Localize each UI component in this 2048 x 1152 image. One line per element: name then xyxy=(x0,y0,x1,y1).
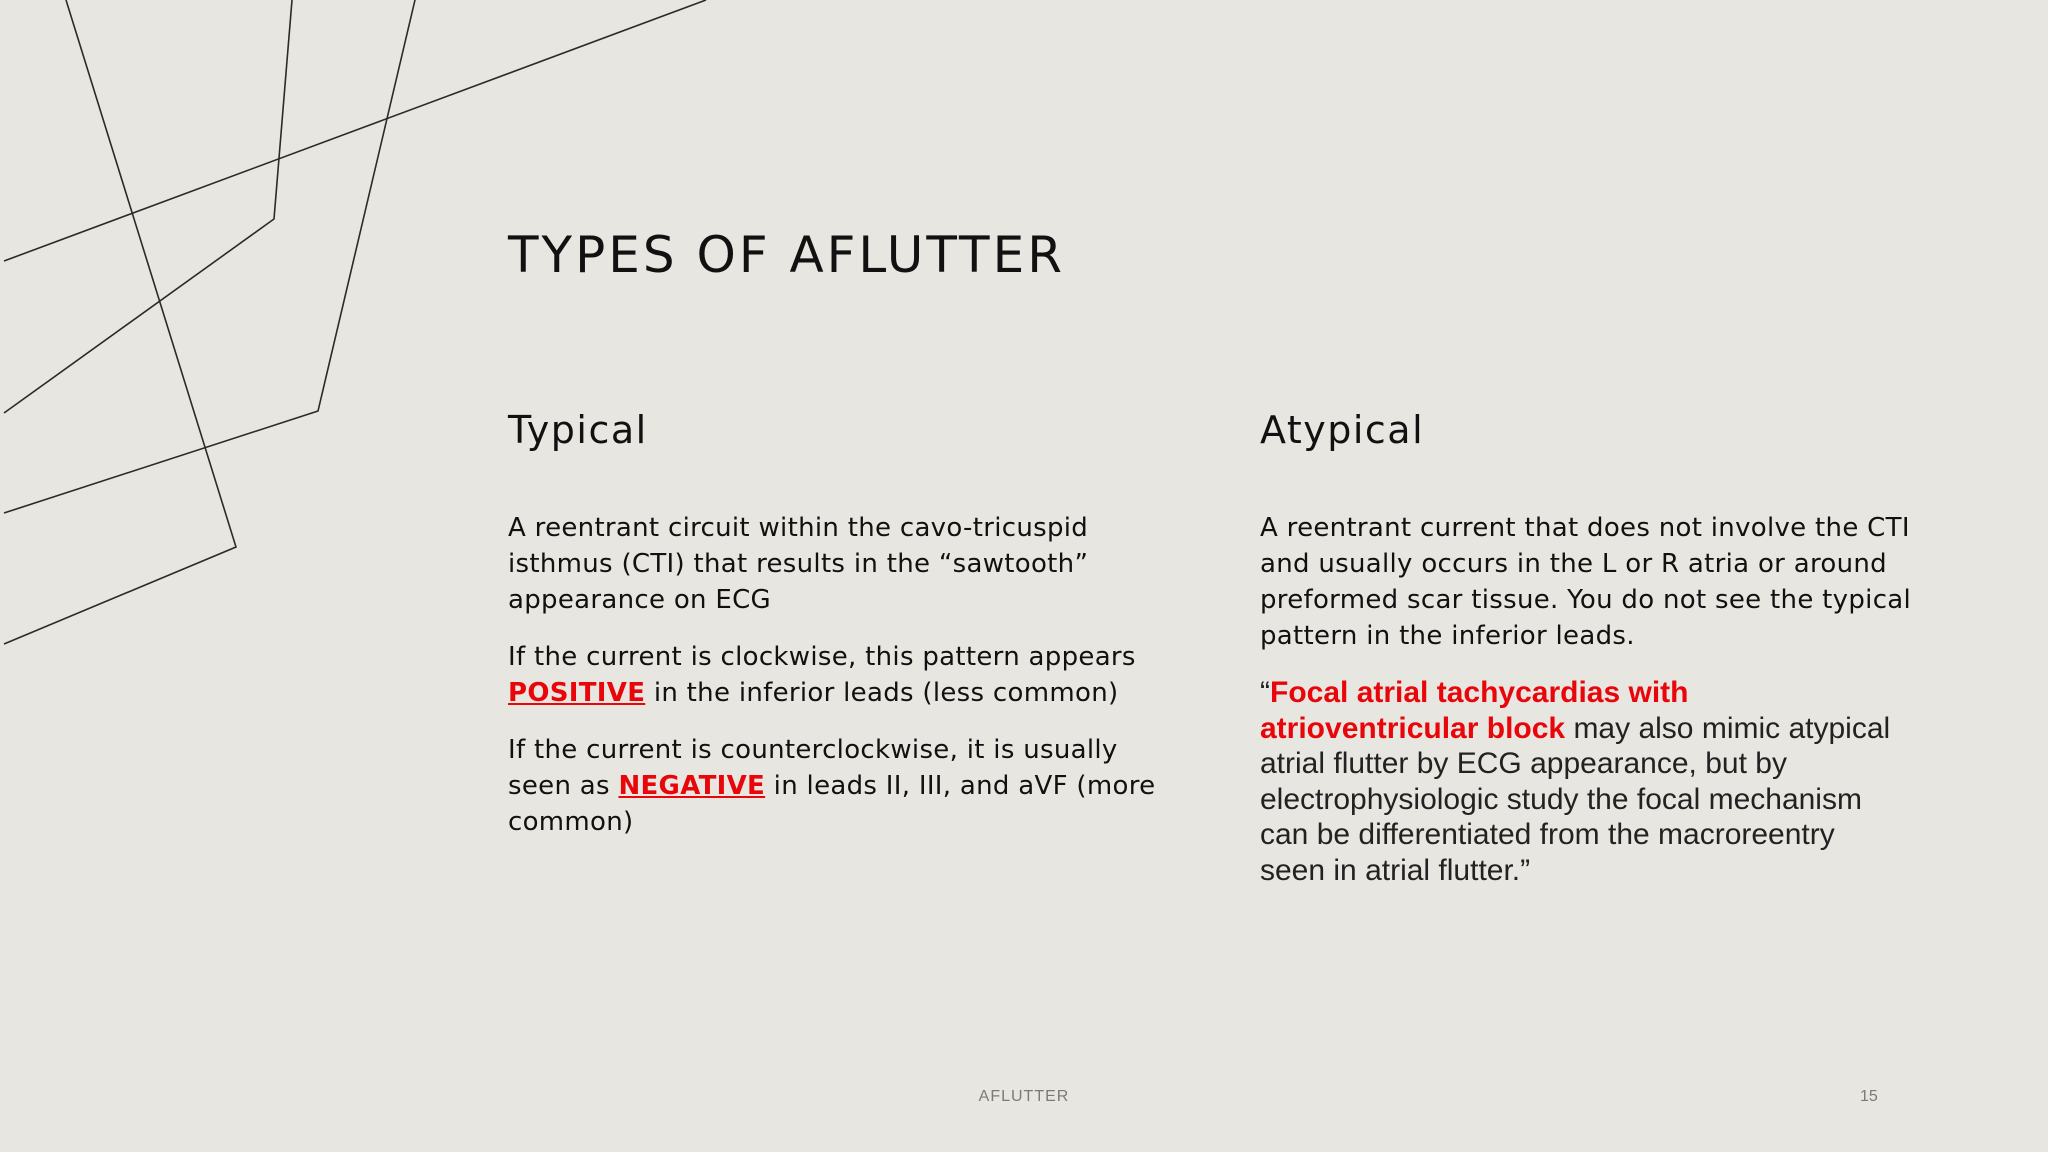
positive-highlight: POSITIVE xyxy=(508,678,646,708)
atypical-column xyxy=(1260,406,1920,888)
typical-paragraph-1: A reentrant circuit within the cavo-tricuspid isthmus (CTI) that results in the “sawtooth” appearance on ECG xyxy=(508,513,1089,615)
typical-p2-text-after: in the inferior leads (less common) xyxy=(645,678,1119,708)
typical-paragraph-2 xyxy=(508,639,1168,711)
deco-line-4 xyxy=(4,0,706,261)
typical-p3-text-after: in leads II, III, and aVF (more common) xyxy=(508,771,1156,837)
deco-line-2 xyxy=(4,0,292,413)
quote-rest: may also mimic atypical atrial flutter by ECG appearance, but by electrophysiologic study the focal mechanism can be differentiated from the macroreentry seen in atrial flutter.” xyxy=(1260,711,1891,887)
typical-p2-text-before: If the current is clockwise, this pattern appears xyxy=(508,642,1136,672)
atypical-paragraph-1: A reentrant current that does not involve the CTI and usually occurs in the L or R atria or around preformed scar tissue. You do not see the typical pattern in the inferior leads. xyxy=(1260,513,1912,651)
slide-title: TYPES OF AFLUTTER xyxy=(508,226,1065,284)
page-number: 15 xyxy=(1860,1088,1878,1105)
quote-open-mark: “ xyxy=(1260,676,1270,709)
deco-line-3 xyxy=(4,0,415,513)
footer-label: AFLUTTER xyxy=(978,1088,1070,1105)
typical-column xyxy=(508,406,1168,861)
negative-highlight: NEGATIVE xyxy=(618,771,766,801)
deco-line-1 xyxy=(4,0,236,644)
typical-p3-text-before: If the current is counterclockwise, it is usually seen as xyxy=(508,735,1118,801)
typical-heading: Typical xyxy=(508,408,648,452)
typical-paragraph-3 xyxy=(508,732,1168,840)
atypical-heading: Atypical xyxy=(1260,408,1425,452)
quote-highlight: Focal atrial tachycardias with atrioventricular block xyxy=(1260,676,1689,745)
atypical-quote xyxy=(1260,675,1900,888)
